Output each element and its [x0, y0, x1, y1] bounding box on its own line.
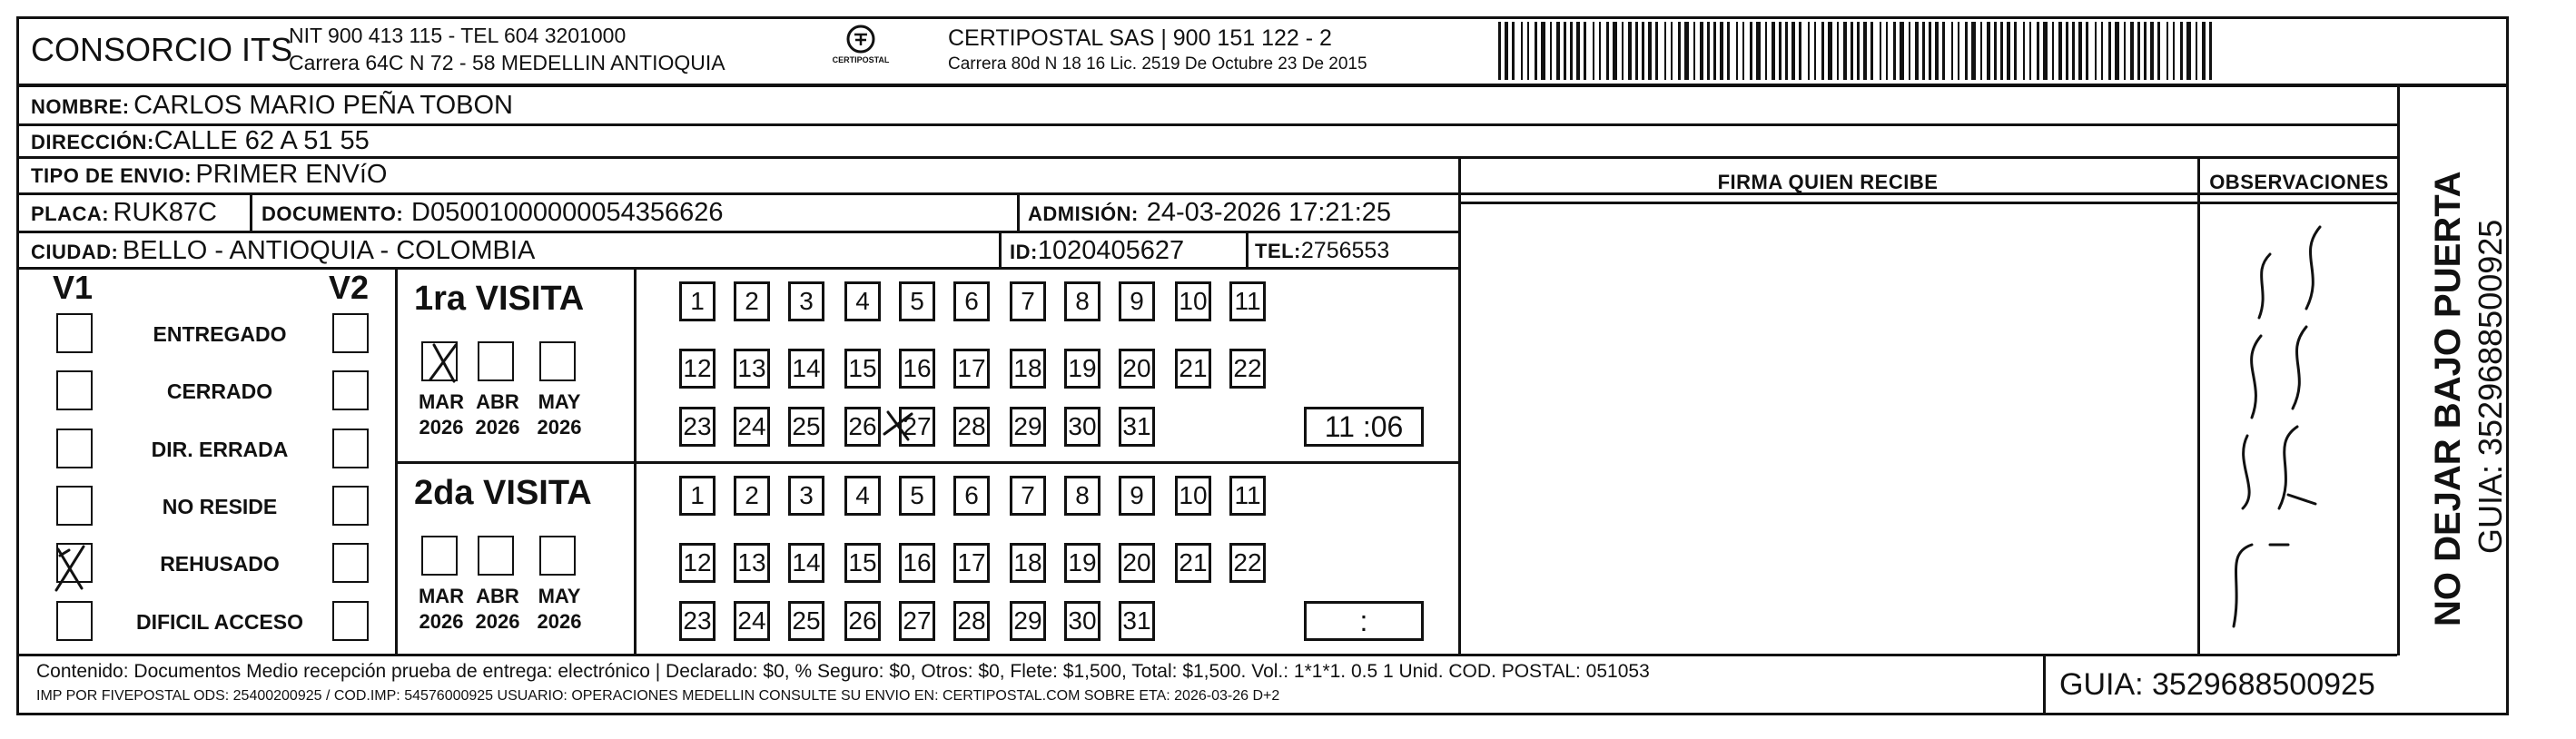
status-label: ENTREGADO [153, 322, 287, 346]
day-box[interactable]: 6 [953, 281, 990, 321]
day-box[interactable]: 26 [844, 407, 881, 447]
day-box[interactable]: 10 [1175, 281, 1211, 321]
day-box[interactable]: 2 [734, 281, 770, 321]
status-label: REHUSADO [160, 552, 280, 576]
day-box[interactable]: 27 [899, 601, 935, 641]
admission-value: 24-03-2026 17:21:25 [1146, 198, 1392, 227]
month-label: ABR [476, 585, 519, 607]
day-box[interactable]: 19 [1064, 543, 1100, 583]
city-row: CIUDAD: BELLO - ANTIOQUIA - COLOMBIA [31, 236, 536, 265]
day-box[interactable]: 1 [679, 476, 716, 516]
v2-label: V2 [329, 269, 370, 306]
company-nit: NIT 900 413 115 - TEL 604 3201000 [289, 24, 627, 47]
status-label: DIR. ERRADA [151, 438, 289, 461]
time-field[interactable]: 11 :06 [1304, 407, 1424, 447]
day-box[interactable]: 8 [1064, 281, 1100, 321]
day-box[interactable]: 3 [788, 281, 824, 321]
day-box[interactable]: 23 [679, 407, 716, 447]
day-box[interactable]: 23 [679, 601, 716, 641]
v1-label: V1 [53, 269, 94, 306]
status-label: CERRADO [166, 379, 273, 403]
day-box[interactable]: 5 [899, 476, 935, 516]
month-label: MAY [538, 585, 581, 607]
shipment-type: PRIMER ENVíO [195, 160, 388, 189]
day-box[interactable]: 24 [734, 407, 770, 447]
day-box[interactable]: 11 [1229, 476, 1266, 516]
day-box[interactable]: 1 [679, 281, 716, 321]
day-box[interactable]: 22 [1229, 349, 1266, 389]
tel-row: TEL:2756553 [1255, 238, 1390, 263]
status-label: DIFICIL ACCESO [135, 610, 303, 634]
type-row: TIPO DE ENVIO: PRIMER ENVíO [31, 160, 388, 189]
day-box[interactable]: 7 [1010, 476, 1046, 516]
day-box[interactable]: 17 [953, 349, 990, 389]
visit-title: 1ra VISITA [414, 280, 585, 318]
day-box[interactable]: 8 [1064, 476, 1100, 516]
month-label: MAR [418, 585, 465, 607]
footer-guia: GUIA: 3529688500925 [2059, 667, 2375, 702]
day-box[interactable]: 31 [1119, 407, 1155, 447]
day-box[interactable]: 9 [1119, 281, 1155, 321]
day-box[interactable]: 21 [1175, 349, 1211, 389]
year-label: 2026 [419, 416, 464, 438]
day-box[interactable]: 26 [844, 601, 881, 641]
courier-address: Carrera 80d N 18 16 Lic. 2519 De Octubre 23 De 2015 [948, 54, 1367, 74]
day-box[interactable]: 28 [953, 601, 990, 641]
certipostal-logo: CERTIPOSTAL [824, 24, 897, 69]
day-box[interactable]: 12 [679, 543, 716, 583]
day-box[interactable]: 16 [899, 349, 935, 389]
day-box[interactable]: 18 [1010, 349, 1046, 389]
day-box[interactable]: 9 [1119, 476, 1155, 516]
month-label: MAR [418, 390, 465, 413]
company-address: Carrera 64C N 72 - 58 MEDELLIN ANTIOQUIA [289, 51, 725, 74]
time-field[interactable]: : [1304, 601, 1424, 641]
day-box[interactable]: 6 [953, 476, 990, 516]
year-label: 2026 [475, 416, 520, 438]
day-box[interactable]: 11 [1229, 281, 1266, 321]
day-box[interactable]: 15 [844, 349, 881, 389]
day-box[interactable]: 29 [1010, 601, 1046, 641]
company-name: CONSORCIO ITS [31, 31, 293, 68]
courier-name: CERTIPOSTAL SAS | 900 151 122 - 2 [948, 25, 1332, 51]
id-value: 1020405627 [1037, 236, 1185, 265]
day-box[interactable]: 30 [1064, 601, 1100, 641]
day-box[interactable]: 27 [899, 407, 935, 447]
city-value: BELLO - ANTIOQUIA - COLOMBIA [122, 236, 536, 265]
plate-value: RUK87C [113, 198, 217, 227]
day-box[interactable]: 13 [734, 543, 770, 583]
day-box[interactable]: 7 [1010, 281, 1046, 321]
document-row: DOCUMENTO: D05001000000054356626 [262, 198, 724, 227]
day-box[interactable]: 18 [1010, 543, 1046, 583]
day-box[interactable]: 16 [899, 543, 935, 583]
year-label: 2026 [537, 610, 582, 633]
day-box[interactable]: 12 [679, 349, 716, 389]
day-box[interactable]: 14 [788, 543, 824, 583]
tel-value: 2756553 [1300, 238, 1390, 263]
day-box[interactable]: 20 [1119, 543, 1155, 583]
day-box[interactable]: 19 [1064, 349, 1100, 389]
day-box[interactable]: 22 [1229, 543, 1266, 583]
recipient-name: CARLOS MARIO PEÑA TOBON [133, 91, 513, 120]
day-box[interactable]: 24 [734, 601, 770, 641]
day-box[interactable]: 25 [788, 407, 824, 447]
day-box[interactable]: 10 [1175, 476, 1211, 516]
year-label: 2026 [419, 610, 464, 633]
day-box[interactable]: 4 [844, 476, 881, 516]
day-box[interactable]: 28 [953, 407, 990, 447]
day-box[interactable]: 3 [788, 476, 824, 516]
day-box[interactable]: 25 [788, 601, 824, 641]
content-line: Contenido: Documentos Medio recepción prueba de entrega: electrónico | Declarado: $0, % Seguro: $0, Otros: $0, Flete: $1,500, Total: $1,500. Vol.: 1*1*1. 0.5 1 Unid. COD. POSTAL: 051053 [36, 661, 1650, 682]
day-box[interactable]: 2 [734, 476, 770, 516]
day-box[interactable]: 14 [788, 349, 824, 389]
year-label: 2026 [537, 416, 582, 438]
day-box[interactable]: 29 [1010, 407, 1046, 447]
day-box[interactable]: 31 [1119, 601, 1155, 641]
day-box[interactable]: 30 [1064, 407, 1100, 447]
recipient-address: CALLE 62 A 51 55 [153, 126, 370, 155]
month-label: MAY [538, 390, 581, 413]
day-box[interactable]: 5 [899, 281, 935, 321]
month-label: ABR [476, 390, 519, 413]
id-row: ID:1020405627 [1010, 236, 1185, 265]
day-box[interactable]: 4 [844, 281, 881, 321]
observations-header: OBSERVACIONES [2209, 171, 2389, 193]
no-dejar-bajo-puerta: NO DEJAR BAJO PUERTA [2428, 171, 2468, 626]
day-box[interactable]: 21 [1175, 543, 1211, 583]
status-label: NO RESIDE [162, 495, 278, 518]
year-label: 2026 [475, 610, 520, 633]
signature-header: FIRMA QUIEN RECIBE [1717, 171, 1939, 193]
day-box[interactable]: 17 [953, 543, 990, 583]
imp-line: IMP POR FIVEPOSTAL ODS: 25400200925 / COD.IMP: 54576000925 USUARIO: OPERACIONES MEDELLIN CONSULTE SU ENVIO EN: CERTIPOSTAL.COM SOBRE ETA: 2026-03-26 D+2 [36, 688, 1280, 704]
admission-row: ADMISIÓN: 24-03-2026 17:21:25 [1028, 198, 1392, 227]
side-guia: GUIA: 3529688500925 [2472, 219, 2509, 554]
plate-row: PLACA: RUK87C [31, 198, 217, 227]
document-value: D05001000000054356626 [411, 198, 724, 227]
visit-title: 2da VISITA [414, 474, 592, 512]
address-row: DIRECCIÓN:CALLE 62 A 51 55 [31, 126, 370, 155]
name-row: NOMBRE: CARLOS MARIO PEÑA TOBON [31, 91, 513, 120]
day-box[interactable]: 13 [734, 349, 770, 389]
day-box[interactable]: 20 [1119, 349, 1155, 389]
day-box[interactable]: 15 [844, 543, 881, 583]
